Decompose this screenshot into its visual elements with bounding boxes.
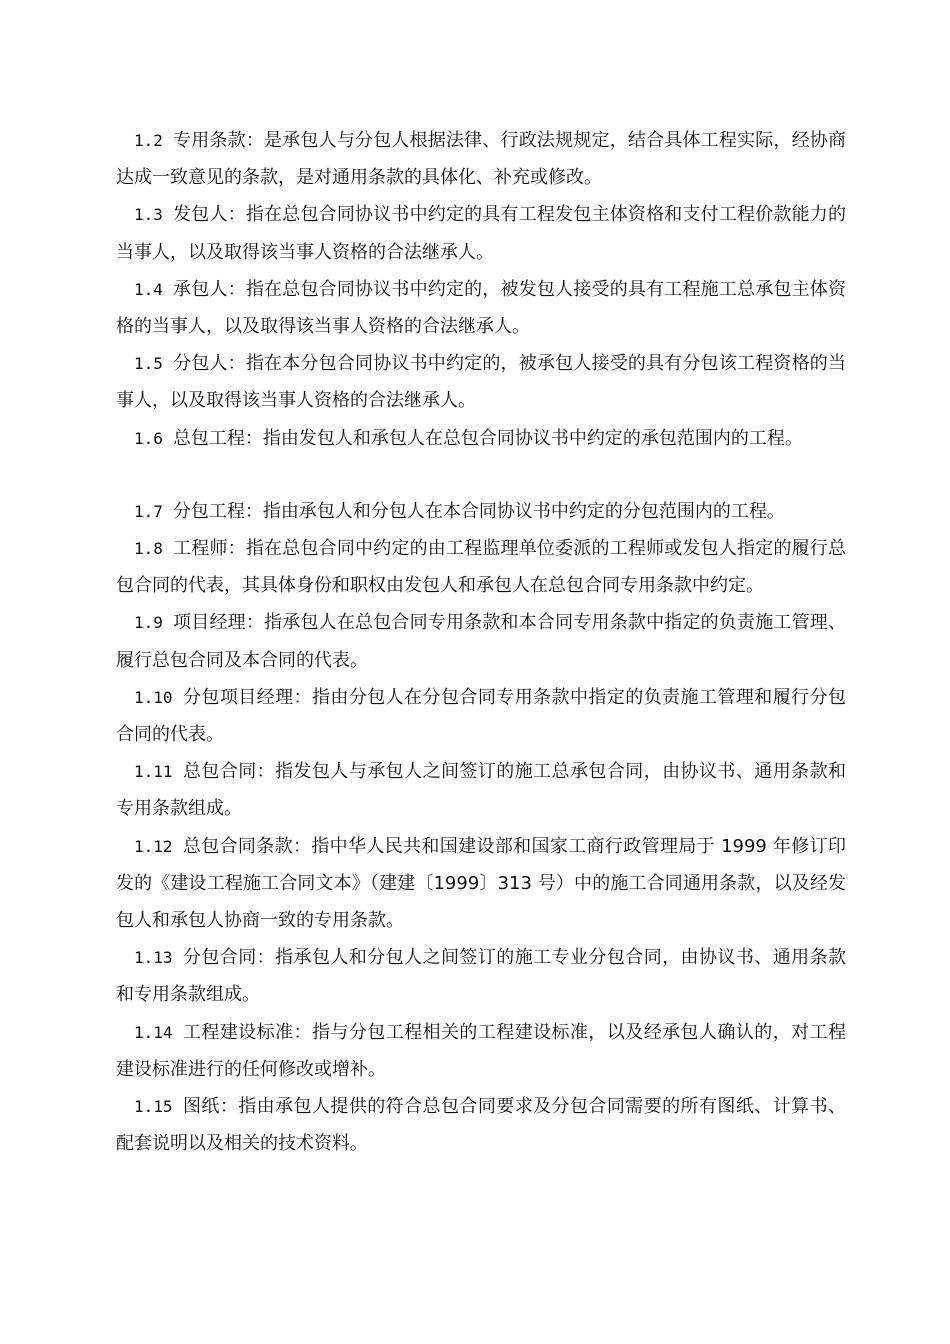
clause-number: 1.14 bbox=[134, 1022, 173, 1042]
clause-number: 1.7 bbox=[134, 501, 163, 521]
clause-1-8 bbox=[116, 530, 846, 604]
clause-number: 1.12 bbox=[134, 836, 173, 856]
clause-text: 项目经理：指承包人在总包合同专用条款和本合同专用条款中指定的负责施工管理、履行总包合同及本合同的代表。 bbox=[116, 612, 846, 671]
clause-number: 1.15 bbox=[134, 1097, 173, 1117]
clause-number: 1.11 bbox=[134, 762, 173, 782]
clause-1-13 bbox=[116, 939, 846, 1013]
clause-number: 1.5 bbox=[134, 354, 163, 374]
clause-1-9 bbox=[116, 604, 846, 678]
clause-1-4 bbox=[116, 271, 846, 345]
clause-1-7 bbox=[116, 493, 846, 530]
clause-number: 1.9 bbox=[134, 613, 163, 633]
clause-text: 分包合同：指承包人和分包人之间签订的施工专业分包合同，由协议书、通用条款和专用条款组成。 bbox=[116, 947, 846, 1006]
clause-text: 专用条款：是承包人与分包人根据法律、行政法规规定，结合具体工程实际，经协商达成一致意见的条款，是对通用条款的具体化、补充或修改。 bbox=[116, 130, 846, 189]
clause-number: 1.6 bbox=[134, 428, 163, 448]
clause-text: 总包合同：指发包人与承包人之间签订的施工总承包合同，由协议书、通用条款和专用条款组成。 bbox=[116, 761, 846, 820]
clause-number: 1.3 bbox=[134, 205, 163, 225]
clause-text: 承包人：指在总包合同协议书中约定的，被发包人接受的具有工程施工总承包主体资格的当事人，以及取得该当事人资格的合法继承人。 bbox=[116, 278, 846, 338]
clause-number: 1.4 bbox=[134, 279, 163, 299]
clause-1-12 bbox=[116, 828, 846, 940]
clause-1-2 bbox=[116, 122, 846, 196]
clause-number: 1.13 bbox=[134, 948, 173, 968]
clause-text: 工程师：指在总包合同中约定的由工程监理单位委派的工程师或发包人指定的履行总包合同的代表，其具体身份和职权由发包人和承包人在总包合同专用条款中约定。 bbox=[116, 538, 846, 597]
clause-text: 图纸：指由承包人提供的符合总包合同要求及分包合同需要的所有图纸、计算书、配套说明以及相关的技术资料。 bbox=[116, 1096, 846, 1155]
document-body bbox=[116, 122, 846, 1162]
clause-1-15 bbox=[116, 1088, 846, 1162]
clause-text: 工程建设标准：指与分包工程相关的工程建设标准，以及经承包人确认的，对工程建设标准进行的任何修改或增补。 bbox=[116, 1021, 846, 1080]
clause-1-6 bbox=[116, 420, 846, 457]
clause-1-14 bbox=[116, 1014, 846, 1088]
clause-text: 分包人：指在本分包合同协议书中约定的，被承包人接受的具有分包该工程资格的当事人，以及取得该当事人资格的合法继承人。 bbox=[116, 353, 846, 412]
clause-text: 分包工程：指由承包人和分包人在本合同协议书中约定的分包范围内的工程。 bbox=[172, 500, 785, 522]
clause-1-10 bbox=[116, 679, 846, 753]
clause-text: 分包项目经理：指由分包人在分包合同专用条款中指定的负责施工管理和履行分包合同的代表。 bbox=[116, 686, 846, 746]
clause-number: 1.2 bbox=[134, 131, 163, 150]
clause-1-11 bbox=[116, 753, 846, 827]
clause-1-5 bbox=[116, 345, 846, 419]
clause-number: 1.10 bbox=[134, 687, 173, 707]
clause-1-3 bbox=[116, 196, 846, 270]
clause-number: 1.8 bbox=[134, 539, 163, 559]
clause-text: 总包合同条款：指中华人民共和国建设部和国家工商行政管理局于 1999 年修订印发的《建设工程施工合同文本》（建建〔1999〕313 号）中的施工合同通用条款，以及经发包人和承包人协商一致的专用条款。 bbox=[116, 835, 846, 932]
clause-text: 发包人：指在总包合同协议书中约定的具有工程发包主体资格和支付工程价款能力的当事人，以及取得该当事人资格的合法继承人。 bbox=[116, 204, 846, 263]
clause-text: 总包工程：指由发包人和承包人在总包合同协议书中约定的承包范围内的工程。 bbox=[172, 427, 803, 449]
